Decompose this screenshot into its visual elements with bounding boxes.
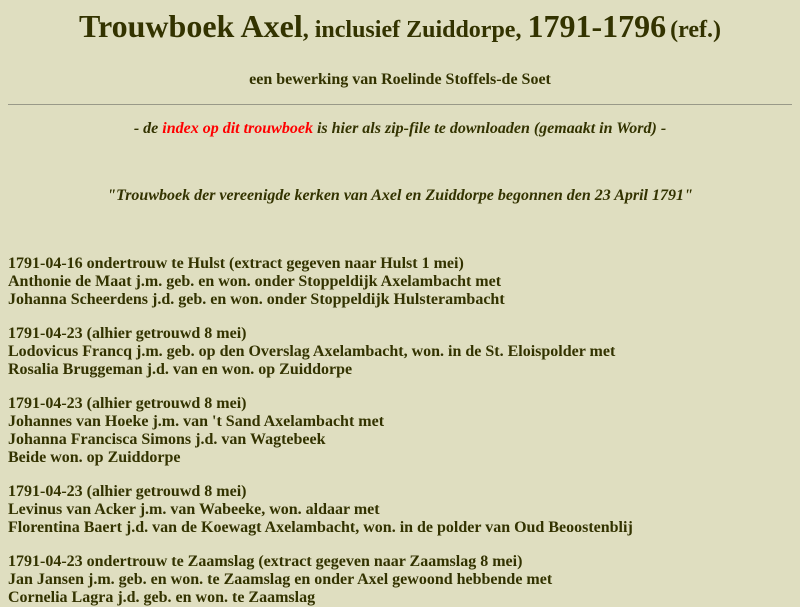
title-years: 1791-1796 [527, 8, 667, 44]
book-quote: "Trouwboek der vereenigde kerken van Axel en Zuiddorpe begonnen den 23 April 1791" [107, 187, 693, 204]
record-line: Florentina Baert j.d. van de Koewagt Axelambacht, won. in de polder van Oud Beoostenblij [8, 519, 633, 536]
record-line: Johannes van Hoeke j.m. van 't Sand Axelambacht met [8, 413, 385, 430]
record-line: Lodovicus Francq j.m. geb. op den Overslag Axelambacht, won. in de St. Eloispolder met [8, 343, 616, 360]
records-list [8, 255, 792, 607]
download-prefix: - de [133, 120, 163, 137]
record-line: Anthonie de Maat j.m. geb. en won. onder Stoppeldijk Axelambacht met [8, 273, 502, 290]
record-line: Jan Jansen j.m. geb. en won. te Zaamslag en onder Axel gewoond hebbende met [8, 571, 553, 588]
record-date-line: 1791-04-23 (alhier getrouwd 8 mei) [8, 395, 247, 412]
ref-link[interactable]: (ref.) [670, 17, 721, 43]
download-suffix: is hier als zip-file te downloaden (gemaakt in Word) - [312, 120, 667, 137]
record [8, 255, 792, 309]
record [8, 395, 792, 467]
divider [8, 104, 792, 105]
record-date-line: 1791-04-23 ondertrouw te Zaamslag (extract gegeven naar Zaamslag 8 mei) [8, 553, 523, 570]
record [8, 483, 792, 537]
page-title [0, 6, 800, 53]
record-line: Beide won. op Zuiddorpe [8, 449, 181, 466]
index-download-link[interactable]: index op dit trouwboek [162, 120, 313, 137]
subtitle: een bewerking van Roelinde Stoffels-de Soet [249, 71, 551, 88]
title-main: Trouwboek Axel [79, 8, 303, 44]
record-line: Levinus van Acker j.m. van Wabeeke, won. aldaar met [8, 501, 380, 518]
record-date-line: 1791-04-23 (alhier getrouwd 8 mei) [8, 325, 247, 342]
record-line: Johanna Francisca Simons j.d. van Wagtebeek [8, 431, 326, 448]
record [8, 325, 792, 379]
download-notice [0, 120, 800, 138]
record-line: Rosalia Bruggeman j.d. van en won. op Zuiddorpe [8, 361, 353, 378]
record-date-line: 1791-04-23 (alhier getrouwd 8 mei) [8, 483, 247, 500]
record [8, 553, 792, 607]
record-date-line: 1791-04-16 ondertrouw te Hulst (extract gegeven naar Hulst 1 mei) [8, 255, 464, 272]
title-sep: , [302, 17, 315, 43]
record-line: Cornelia Lagra j.d. geb. en won. te Zaamslag [8, 589, 316, 606]
record-line: Johanna Scheerdens j.d. geb. en won. onder Stoppeldijk Hulsterambacht [8, 291, 505, 308]
title-sub: inclusief Zuiddorpe, [314, 17, 528, 43]
